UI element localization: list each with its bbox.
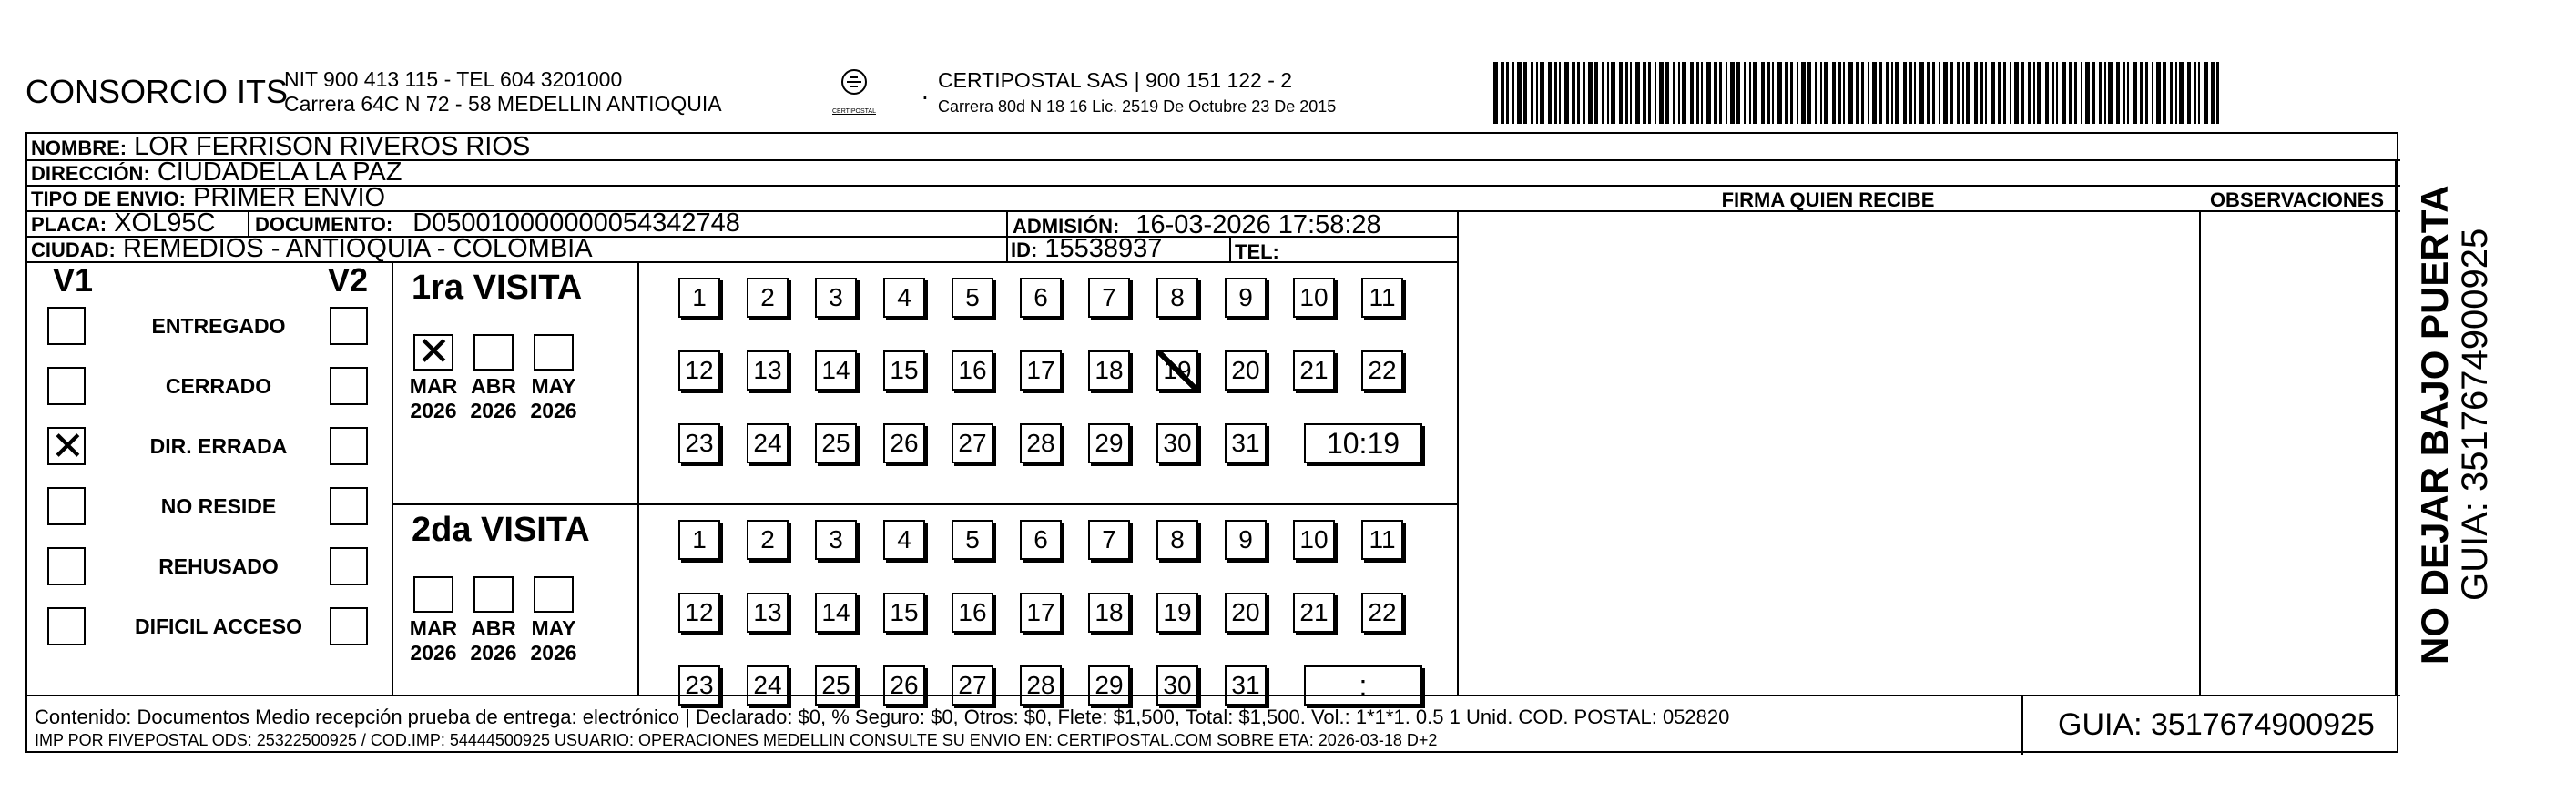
visit-time-box[interactable]: 10:19: [1304, 423, 1422, 463]
day-box[interactable]: 9: [1225, 278, 1267, 318]
v1-checkbox[interactable]: [47, 547, 86, 585]
day-box[interactable]: 11: [1361, 278, 1403, 318]
side-guia-text: GUIA: 3517674900925: [2455, 228, 2495, 601]
month-name: ABR: [471, 374, 516, 398]
day-box[interactable]: 6: [1020, 520, 1062, 560]
day-box[interactable]: 7: [1088, 278, 1130, 318]
day-box[interactable]: 27: [952, 665, 993, 706]
day-box[interactable]: 17: [1020, 593, 1062, 633]
v2-checkbox[interactable]: [330, 427, 368, 465]
day-box[interactable]: 21: [1293, 593, 1335, 633]
month-year: 2026: [530, 641, 577, 665]
day-box[interactable]: 22: [1361, 350, 1403, 391]
status-label: NO RESIDE: [160, 494, 277, 518]
day-box[interactable]: 5: [952, 520, 993, 560]
month-checkbox[interactable]: [473, 576, 514, 613]
footer-print-line: IMP POR FIVEPOSTAL ODS: 25322500925 / COD.IMP: 54444500925 USUARIO: OPERACIONES MEDELLIN CONSULTE SU ENVIO EN: CERTIPOSTAL.COM SOBRE ETA: 2026-03-18 D+2: [35, 731, 1438, 749]
month-name: MAR: [409, 374, 458, 398]
day-box[interactable]: 9: [1225, 520, 1267, 560]
day-box[interactable]: 1: [678, 520, 720, 560]
month-year: 2026: [470, 399, 517, 422]
v2-checkbox[interactable]: [330, 367, 368, 405]
footer-guia: GUIA: 3517674900925: [2058, 707, 2375, 742]
direccion-label: DIRECCIÓN:: [31, 162, 150, 185]
day-box[interactable]: 23: [678, 423, 720, 463]
month-year: 2026: [410, 399, 457, 422]
day-box[interactable]: 29: [1088, 665, 1130, 706]
day-box[interactable]: 24: [747, 665, 789, 706]
month-label: [403, 374, 463, 423]
day-box[interactable]: 24: [747, 423, 789, 463]
id-value: 15538937: [1044, 234, 1163, 263]
day-box[interactable]: 11: [1361, 520, 1403, 560]
tipo-envio-label: TIPO DE ENVIO:: [31, 188, 186, 210]
month-label: [524, 616, 584, 665]
month-checkbox[interactable]: [413, 329, 453, 375]
v2-checkbox[interactable]: [330, 307, 368, 345]
certipostal-line: CERTIPOSTAL SAS | 900 151 122 - 2: [938, 68, 1293, 92]
day-box[interactable]: 15: [883, 593, 925, 633]
status-label: ENTREGADO: [151, 314, 286, 338]
day-box[interactable]: 29: [1088, 423, 1130, 463]
bullet-dot: .: [921, 76, 929, 105]
v1-checkbox[interactable]: [47, 487, 86, 525]
day-box[interactable]: 18: [1088, 593, 1130, 633]
day-box[interactable]: 30: [1156, 665, 1198, 706]
id-field: [1011, 234, 1162, 264]
month-label: [403, 616, 463, 665]
v2-checkbox[interactable]: [330, 547, 368, 585]
company-nit-line: NIT 900 413 115 - TEL 604 3201000: [284, 67, 623, 91]
v1-checkbox[interactable]: [47, 307, 86, 345]
day-box[interactable]: 13: [747, 593, 789, 633]
day-box[interactable]: 17: [1020, 350, 1062, 391]
v2-header: V2: [328, 261, 369, 299]
day-box[interactable]: 3: [815, 278, 857, 318]
month-year: 2026: [470, 641, 517, 665]
id-label: ID:: [1011, 239, 1038, 261]
tel-field: [1235, 236, 1279, 266]
day-box[interactable]: 22: [1361, 593, 1403, 633]
v2-checkbox[interactable]: [330, 607, 368, 645]
day-box[interactable]: 2: [747, 520, 789, 560]
day-box[interactable]: 4: [883, 520, 925, 560]
day-box[interactable]: 21: [1293, 350, 1335, 391]
check-mark-icon: ✕: [417, 329, 451, 375]
shipping-form: [25, 132, 2398, 753]
placa-label: PLACA:: [31, 213, 107, 236]
month-checkbox[interactable]: [534, 576, 574, 613]
certipostal-block: [938, 67, 1336, 120]
day-box[interactable]: 2: [747, 278, 789, 318]
day-box[interactable]: 16: [952, 593, 993, 633]
admision-value: 16-03-2026 17:58:28: [1135, 210, 1381, 239]
month-name: MAY: [531, 616, 576, 640]
day-box[interactable]: 28: [1020, 423, 1062, 463]
day-box[interactable]: 27: [952, 423, 993, 463]
company-nit-block: [284, 67, 722, 117]
month-label: [524, 374, 584, 423]
day-box[interactable]: 25: [815, 665, 857, 706]
day-box[interactable]: 15: [883, 350, 925, 391]
day-box[interactable]: 16: [952, 350, 993, 391]
nombre-value: LOR FERRISON RIVEROS RIOS: [134, 132, 531, 161]
v1-checkbox[interactable]: [47, 607, 86, 645]
day-box[interactable]: 30: [1156, 423, 1198, 463]
day-box[interactable]: 26: [883, 665, 925, 706]
ciudad-label: CIUDAD:: [31, 239, 116, 261]
status-label: REHUSADO: [158, 554, 279, 578]
day-box[interactable]: 8: [1156, 278, 1198, 318]
day-box[interactable]: 14: [815, 350, 857, 391]
v1-header: V1: [53, 261, 94, 299]
certipostal-logo: [829, 67, 880, 115]
v1-checkbox[interactable]: [47, 367, 86, 405]
day-box[interactable]: 25: [815, 423, 857, 463]
day-box[interactable]: 23: [678, 665, 720, 706]
day-box[interactable]: 14: [815, 593, 857, 633]
v2-checkbox[interactable]: [330, 487, 368, 525]
day-box[interactable]: 31: [1225, 423, 1267, 463]
documento-value: D050010000000054342748: [412, 208, 740, 238]
month-name: MAR: [409, 616, 458, 640]
day-box[interactable]: 13: [747, 350, 789, 391]
day-box[interactable]: 10: [1293, 520, 1335, 560]
logo-text: CERTIPOSTAL: [832, 108, 876, 115]
month-name: MAY: [531, 374, 576, 398]
footer-content-line: Contenido: Documentos Medio recepción prueba de entrega: electrónico | Declarado: $0, % Seguro: $0, Otros: $0, Flete: $1,500, Total: $1,500. Vol.: 1*1*1. 0.5 1 Unid. COD. POSTAL: 052820: [35, 706, 1730, 728]
company-address-line: Carrera 64C N 72 - 58 MEDELLIN ANTIOQUIA: [284, 92, 722, 116]
day-box[interactable]: 31: [1225, 665, 1267, 706]
firma-header: FIRMA QUIEN RECIBE: [1721, 188, 1935, 211]
month-name: ABR: [471, 616, 516, 640]
tipo-envio-value: PRIMER ENVIO: [192, 183, 386, 212]
day-box[interactable]: 20: [1225, 593, 1267, 633]
month-year: 2026: [410, 641, 457, 665]
direccion-value: CIUDADELA LA PAZ: [157, 157, 402, 187]
ciudad-field: [31, 234, 593, 264]
company-name: CONSORCIO ITS: [25, 73, 289, 110]
status-label: DIR. ERRADA: [149, 434, 288, 458]
month-year: 2026: [530, 399, 577, 422]
day-box[interactable]: 12: [678, 350, 720, 391]
day-box[interactable]: 8: [1156, 520, 1198, 560]
day-box[interactable]: 1: [678, 278, 720, 318]
v1-checkbox[interactable]: [47, 423, 86, 470]
certipostal-license-line: Carrera 80d N 18 16 Lic. 2519 De Octubre 23 De 2015: [938, 97, 1337, 116]
day-box[interactable]: 18: [1088, 350, 1130, 391]
month-checkbox[interactable]: [413, 576, 453, 613]
month-checkbox[interactable]: [534, 334, 574, 371]
day-box[interactable]: 4: [883, 278, 925, 318]
day-box[interactable]: 20: [1225, 350, 1267, 391]
month-checkbox[interactable]: [473, 334, 514, 371]
day-box[interactable]: 19: [1156, 593, 1198, 633]
day-box[interactable]: 12: [678, 593, 720, 633]
status-label: DIFICIL ACCESO: [134, 614, 302, 638]
barcode: [1493, 62, 2222, 124]
day-box[interactable]: 26: [883, 423, 925, 463]
status-label: CERRADO: [165, 374, 272, 398]
day-box[interactable]: 28: [1020, 665, 1062, 706]
documento-label: DOCUMENTO:: [255, 213, 393, 236]
no-dejar-bajo-puerta-text: NO DEJAR BAJO PUERTA: [2413, 185, 2456, 665]
visit-title: 1ra VISITA: [412, 269, 583, 307]
visit-title: 2da VISITA: [412, 511, 590, 549]
month-label: [463, 374, 524, 423]
day-box[interactable]: 19: [1156, 350, 1198, 391]
nombre-label: NOMBRE:: [31, 137, 127, 159]
ciudad-value: REMEDIOS - ANTIOQUIA - COLOMBIA: [122, 234, 593, 263]
admision-label: ADMISIÓN:: [1013, 215, 1120, 238]
tel-label: TEL:: [1235, 240, 1279, 263]
check-mark-icon: ✕: [51, 423, 85, 470]
visit-time-box[interactable]: :: [1304, 665, 1422, 706]
day-box[interactable]: 5: [952, 278, 993, 318]
observaciones-header: OBSERVACIONES: [2209, 188, 2385, 211]
day-box[interactable]: 10: [1293, 278, 1335, 318]
month-label: [463, 616, 524, 665]
placa-value: XOL95C: [114, 208, 216, 238]
day-box[interactable]: 7: [1088, 520, 1130, 560]
day-box[interactable]: 3: [815, 520, 857, 560]
day-box[interactable]: 6: [1020, 278, 1062, 318]
